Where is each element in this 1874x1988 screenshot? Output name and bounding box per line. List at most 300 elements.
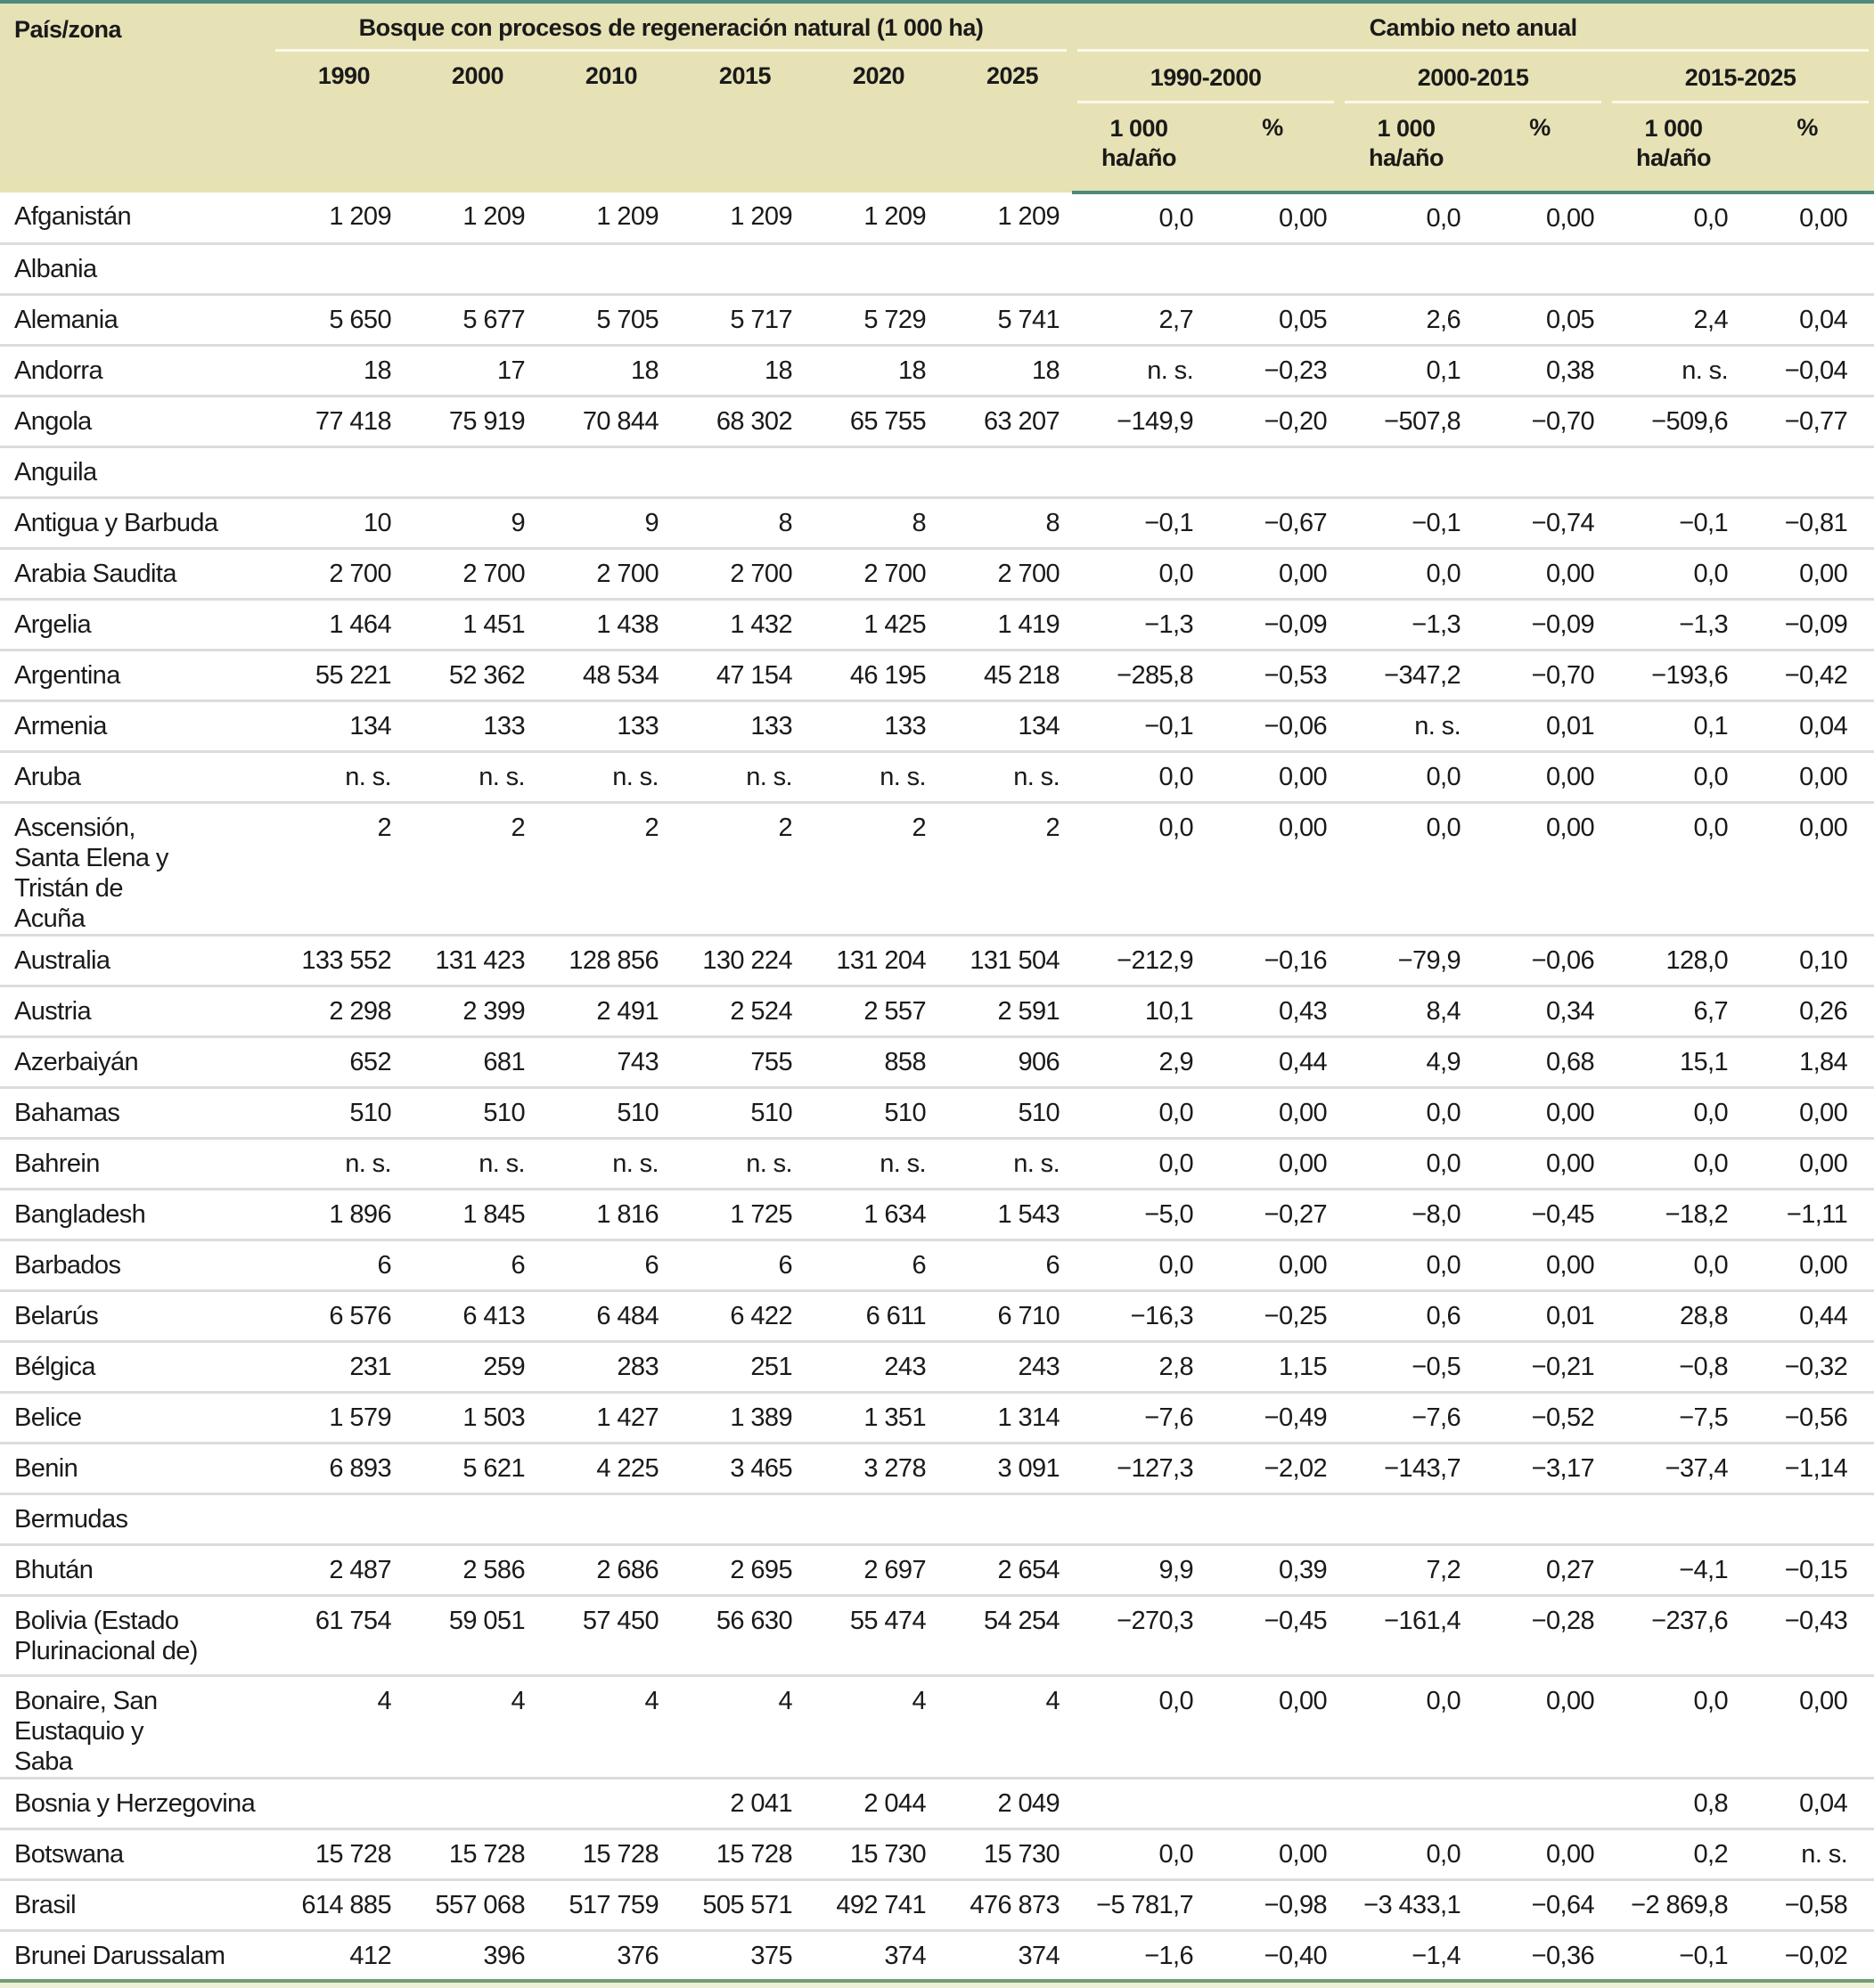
value-cell: −0,27 (1206, 1189, 1339, 1239)
value-cell: 55 221 (270, 650, 404, 700)
value-cell: 259 (404, 1341, 537, 1392)
value-cell: 5 717 (671, 294, 805, 345)
value-cell: 0,00 (1473, 1675, 1607, 1778)
value-cell: 652 (270, 1036, 404, 1087)
value-cell: 0,04 (1740, 294, 1874, 345)
value-cell: 6 (537, 1239, 671, 1290)
value-cell: −0,81 (1740, 497, 1874, 548)
table-row (0, 548, 1874, 599)
country-cell: Bahrein (0, 1138, 270, 1189)
value-cell: 6 422 (671, 1290, 805, 1341)
value-cell: 18 (671, 345, 805, 396)
value-cell (1339, 1778, 1473, 1828)
value-cell: n. s. (1072, 345, 1206, 396)
value-cell: 2 (404, 802, 537, 935)
value-cell: −0,70 (1473, 650, 1607, 700)
value-cell: 4 (938, 1675, 1072, 1778)
unit-abs-header (1072, 103, 1206, 192)
value-cell: 2 700 (938, 548, 1072, 599)
value-cell: −0,04 (1740, 345, 1874, 396)
value-cell: n. s. (537, 751, 671, 802)
value-cell: 0,05 (1473, 294, 1607, 345)
country-cell: Anguila (0, 446, 270, 497)
value-cell: 4,9 (1339, 1036, 1473, 1087)
value-cell: 0,0 (1072, 751, 1206, 802)
value-cell: 0,04 (1740, 700, 1874, 751)
value-cell: 2 654 (938, 1544, 1072, 1595)
value-cell: −0,45 (1473, 1189, 1607, 1239)
unit-abs-label: 1 000 ha/año (1369, 115, 1444, 171)
value-cell: 0,00 (1206, 192, 1339, 243)
value-cell: 412 (270, 1930, 404, 1981)
value-cell: n. s. (270, 1138, 404, 1189)
value-cell: 1 209 (938, 192, 1072, 243)
value-cell: −0,06 (1206, 700, 1339, 751)
value-cell: 0,00 (1740, 1138, 1874, 1189)
value-cell: 70 844 (537, 396, 671, 446)
value-cell: 2 700 (270, 548, 404, 599)
value-cell: 0,0 (1072, 802, 1206, 935)
value-cell: 476 873 (938, 1879, 1072, 1930)
value-cell: 7,2 (1339, 1544, 1473, 1595)
value-cell: 0,1 (1607, 700, 1740, 751)
value-cell: 0,0 (1339, 1239, 1473, 1290)
value-cell: 906 (938, 1036, 1072, 1087)
year-header: 2020 (805, 52, 938, 192)
value-cell: 1 438 (537, 599, 671, 650)
value-cell: 15,1 (1607, 1036, 1740, 1087)
value-cell: 1,15 (1206, 1341, 1339, 1392)
value-cell: 45 218 (938, 650, 1072, 700)
value-cell: 6 (938, 1239, 1072, 1290)
value-cell: 2 700 (805, 548, 938, 599)
value-cell: 1 427 (537, 1392, 671, 1443)
value-cell (1206, 446, 1339, 497)
table-row (0, 986, 1874, 1036)
value-cell: 10,1 (1072, 986, 1206, 1036)
value-cell: −0,58 (1740, 1879, 1874, 1930)
table-row (0, 1392, 1874, 1443)
value-cell: 134 (938, 700, 1072, 751)
value-cell: 510 (270, 1087, 404, 1138)
value-cell: 10 (270, 497, 404, 548)
value-cell: −0,21 (1473, 1341, 1607, 1392)
value-cell: 15 728 (671, 1828, 805, 1879)
country-cell: Belarús (0, 1290, 270, 1341)
value-cell: 0,0 (1607, 192, 1740, 243)
value-cell: 2,4 (1607, 294, 1740, 345)
value-cell: 492 741 (805, 1879, 938, 1930)
unit-pct-header: % (1473, 103, 1607, 192)
value-cell: 8 (805, 497, 938, 548)
value-cell: 0,0 (1607, 1087, 1740, 1138)
value-cell: −7,6 (1339, 1392, 1473, 1443)
table-row (0, 1493, 1874, 1544)
value-cell: 681 (404, 1036, 537, 1087)
value-cell: 0,01 (1473, 1290, 1607, 1341)
country-cell: Aruba (0, 751, 270, 802)
value-cell: −8,0 (1339, 1189, 1473, 1239)
table-row (0, 446, 1874, 497)
country-cell: Australia (0, 935, 270, 986)
country-cell: Ascensión, Santa Elena y Tristán de Acuña (0, 802, 270, 935)
header-rule (275, 49, 1067, 52)
value-cell: 6 710 (938, 1290, 1072, 1341)
value-cell: 6 (270, 1239, 404, 1290)
value-cell: −3 433,1 (1339, 1879, 1473, 1930)
year-header: 2010 (537, 52, 671, 192)
forest-group-header (270, 2, 1072, 52)
value-cell: 1 209 (270, 192, 404, 243)
value-cell: −0,1 (1339, 497, 1473, 548)
country-column-header: País/zona (0, 2, 270, 192)
value-cell: 128,0 (1607, 935, 1740, 986)
value-cell: n. s. (404, 1138, 537, 1189)
value-cell: 6 413 (404, 1290, 537, 1341)
value-cell: 46 195 (805, 650, 938, 700)
country-cell: Afganistán (0, 192, 270, 243)
value-cell: 18 (805, 345, 938, 396)
header-rule (1612, 101, 1869, 103)
country-cell: Antigua y Barbuda (0, 497, 270, 548)
table-row (0, 345, 1874, 396)
value-cell: 5 621 (404, 1443, 537, 1493)
value-cell: 15 728 (404, 1828, 537, 1879)
value-cell (1740, 1493, 1874, 1544)
value-cell (537, 1778, 671, 1828)
value-cell: 0,44 (1206, 1036, 1339, 1087)
value-cell: 2 700 (537, 548, 671, 599)
value-cell: 0,00 (1740, 1239, 1874, 1290)
value-cell: 133 (537, 700, 671, 751)
table-row (0, 1138, 1874, 1189)
value-cell: −0,25 (1206, 1290, 1339, 1341)
value-cell: 0,00 (1473, 192, 1607, 243)
value-cell: 0,00 (1740, 802, 1874, 935)
value-cell (1206, 1778, 1339, 1828)
country-cell: Bélgica (0, 1341, 270, 1392)
table-row (0, 1189, 1874, 1239)
value-cell: −0,67 (1206, 497, 1339, 548)
table-row (0, 1828, 1874, 1879)
value-cell: −0,42 (1740, 650, 1874, 700)
table-row (0, 1595, 1874, 1675)
country-cell: Bolivia (Estado Plurinacional de) (0, 1595, 270, 1675)
value-cell (270, 1778, 404, 1828)
value-cell: 0,00 (1473, 1828, 1607, 1879)
country-cell: Benin (0, 1443, 270, 1493)
value-cell: n. s. (1607, 345, 1740, 396)
value-cell: 1,84 (1740, 1036, 1874, 1087)
table-row (0, 192, 1874, 243)
value-cell: 28,8 (1607, 1290, 1740, 1341)
country-cell: Brasil (0, 1879, 270, 1930)
table-row (0, 497, 1874, 548)
value-cell: 0,0 (1607, 548, 1740, 599)
value-cell (270, 446, 404, 497)
value-cell: 75 919 (404, 396, 537, 446)
value-cell: 2 695 (671, 1544, 805, 1595)
value-cell: 1 896 (270, 1189, 404, 1239)
value-cell: 0,27 (1473, 1544, 1607, 1595)
value-cell (537, 1493, 671, 1544)
value-cell: 59 051 (404, 1595, 537, 1675)
country-cell: Argentina (0, 650, 270, 700)
value-cell: −1,14 (1740, 1443, 1874, 1493)
value-cell: 6 576 (270, 1290, 404, 1341)
value-cell: 0,0 (1607, 802, 1740, 935)
value-cell: 5 650 (270, 294, 404, 345)
value-cell: n. s. (938, 1138, 1072, 1189)
value-cell: 0,0 (1072, 1138, 1206, 1189)
value-cell: −0,09 (1206, 599, 1339, 650)
value-cell: 0,0 (1072, 548, 1206, 599)
year-header: 1990 (270, 52, 404, 192)
value-cell: −0,09 (1473, 599, 1607, 650)
value-cell (1072, 243, 1206, 294)
year-header: 2025 (938, 52, 1072, 192)
value-cell: 0,0 (1339, 192, 1473, 243)
unit-pct-header: % (1206, 103, 1339, 192)
value-cell: 1 209 (537, 192, 671, 243)
value-cell: −0,52 (1473, 1392, 1607, 1443)
value-cell: 0,0 (1607, 751, 1740, 802)
year-header: 2000 (404, 52, 537, 192)
country-cell: Andorra (0, 345, 270, 396)
table-row (0, 751, 1874, 802)
year-header: 2015 (671, 52, 805, 192)
value-cell: n. s. (537, 1138, 671, 1189)
value-cell: 0,04 (1740, 1778, 1874, 1828)
value-cell: −0,49 (1206, 1392, 1339, 1443)
value-cell: 0,6 (1339, 1290, 1473, 1341)
value-cell: 0,68 (1473, 1036, 1607, 1087)
value-cell: 6 611 (805, 1290, 938, 1341)
value-cell: −0,06 (1473, 935, 1607, 986)
value-cell: 15 730 (805, 1828, 938, 1879)
header-rule (1345, 101, 1601, 103)
value-cell (1473, 1493, 1607, 1544)
value-cell: 231 (270, 1341, 404, 1392)
value-cell: 133 (805, 700, 938, 751)
value-cell: 2 700 (671, 548, 805, 599)
table-header (0, 2, 1874, 192)
value-cell: 375 (671, 1930, 805, 1981)
value-cell: 130 224 (671, 935, 805, 986)
unit-abs-header (1607, 103, 1740, 192)
value-cell (1607, 1493, 1740, 1544)
value-cell: 0,00 (1473, 751, 1607, 802)
value-cell: 1 634 (805, 1189, 938, 1239)
value-cell: −0,1 (1072, 700, 1206, 751)
value-cell: −4,1 (1607, 1544, 1740, 1595)
value-cell: 8 (671, 497, 805, 548)
value-cell: 3 465 (671, 1443, 805, 1493)
value-cell: 2 (537, 802, 671, 935)
value-cell: 0,0 (1072, 1675, 1206, 1778)
value-cell: 0,05 (1206, 294, 1339, 345)
value-cell: 6 (404, 1239, 537, 1290)
value-cell: 2 298 (270, 986, 404, 1036)
value-cell: −5,0 (1072, 1189, 1206, 1239)
unit-abs-label: 1 000 ha/año (1636, 115, 1712, 171)
country-cell: Bonaire, San Eustaquio y Saba (0, 1675, 270, 1778)
value-cell: 1 725 (671, 1189, 805, 1239)
value-cell: 1 209 (805, 192, 938, 243)
value-cell: 1 209 (671, 192, 805, 243)
value-cell: 0,00 (1206, 1138, 1339, 1189)
value-cell: 374 (805, 1930, 938, 1981)
value-cell: 0,0 (1339, 802, 1473, 935)
value-cell (270, 1493, 404, 1544)
value-cell: 128 856 (537, 935, 671, 986)
value-cell: 0,0 (1072, 1239, 1206, 1290)
value-cell: 65 755 (805, 396, 938, 446)
value-cell: 1 209 (404, 192, 537, 243)
country-cell: Armenia (0, 700, 270, 751)
value-cell: 0,2 (1607, 1828, 1740, 1879)
value-cell: −79,9 (1339, 935, 1473, 986)
value-cell: 396 (404, 1930, 537, 1981)
value-cell: 0,0 (1072, 1828, 1206, 1879)
value-cell (1473, 1778, 1607, 1828)
value-cell: 2 399 (404, 986, 537, 1036)
value-cell (404, 1493, 537, 1544)
value-cell: 0,44 (1740, 1290, 1874, 1341)
value-cell (404, 446, 537, 497)
value-cell: 5 729 (805, 294, 938, 345)
table-row (0, 935, 1874, 986)
value-cell (805, 1493, 938, 1544)
value-cell: 5 677 (404, 294, 537, 345)
country-cell: Angola (0, 396, 270, 446)
table-row (0, 1778, 1874, 1828)
value-cell: 18 (938, 345, 1072, 396)
value-cell: −237,6 (1607, 1595, 1740, 1675)
value-cell: 2 049 (938, 1778, 1072, 1828)
period-label: 1990-2000 (1150, 63, 1262, 91)
value-cell: 6 (805, 1239, 938, 1290)
value-cell: 1 503 (404, 1392, 537, 1443)
value-cell: 56 630 (671, 1595, 805, 1675)
value-cell: −0,40 (1206, 1930, 1339, 1981)
value-cell: −0,1 (1072, 497, 1206, 548)
value-cell: 614 885 (270, 1879, 404, 1930)
country-cell: Barbados (0, 1239, 270, 1290)
value-cell: 0,1 (1339, 345, 1473, 396)
value-cell: 6 893 (270, 1443, 404, 1493)
value-cell (270, 243, 404, 294)
value-cell: −0,64 (1473, 1879, 1607, 1930)
value-cell: 858 (805, 1036, 938, 1087)
value-cell: 251 (671, 1341, 805, 1392)
value-cell: 243 (805, 1341, 938, 1392)
value-cell: 0,00 (1473, 1138, 1607, 1189)
value-cell: −0,74 (1473, 497, 1607, 548)
value-cell: 510 (938, 1087, 1072, 1138)
country-cell: Bangladesh (0, 1189, 270, 1239)
value-cell: −1,3 (1339, 599, 1473, 650)
value-cell: 57 450 (537, 1595, 671, 1675)
value-cell: −2,02 (1206, 1443, 1339, 1493)
value-cell: n. s. (805, 751, 938, 802)
country-cell: Arabia Saudita (0, 548, 270, 599)
value-cell (938, 243, 1072, 294)
value-cell: 4 (671, 1675, 805, 1778)
period-header (1339, 52, 1607, 103)
value-cell: −1,3 (1607, 599, 1740, 650)
value-cell: 4 (404, 1675, 537, 1778)
value-cell: 6 (671, 1239, 805, 1290)
country-cell: Azerbaiyán (0, 1036, 270, 1087)
unit-pct-header: % (1740, 103, 1874, 192)
value-cell: 0,00 (1206, 802, 1339, 935)
value-cell: 2,9 (1072, 1036, 1206, 1087)
value-cell: 4 (537, 1675, 671, 1778)
value-cell: 0,00 (1473, 1239, 1607, 1290)
country-cell: Bahamas (0, 1087, 270, 1138)
value-cell: 755 (671, 1036, 805, 1087)
value-cell: 5 741 (938, 294, 1072, 345)
value-cell: 0,0 (1339, 751, 1473, 802)
table-row (0, 1879, 1874, 1930)
value-cell: −1,11 (1740, 1189, 1874, 1239)
value-cell: 510 (671, 1087, 805, 1138)
value-cell: −0,20 (1206, 396, 1339, 446)
value-cell: −507,8 (1339, 396, 1473, 446)
value-cell: 3 091 (938, 1443, 1072, 1493)
value-cell: 2 041 (671, 1778, 805, 1828)
value-cell: 1 579 (270, 1392, 404, 1443)
value-cell: 0,0 (1607, 1239, 1740, 1290)
value-cell (1072, 1493, 1206, 1544)
value-cell: −3,17 (1473, 1443, 1607, 1493)
value-cell: 0,0 (1339, 1138, 1473, 1189)
value-cell: 0,00 (1206, 548, 1339, 599)
value-cell: n. s. (1339, 700, 1473, 751)
value-cell: −0,15 (1740, 1544, 1874, 1595)
value-cell: −37,4 (1607, 1443, 1740, 1493)
value-cell: 1 314 (938, 1392, 1072, 1443)
value-cell: −193,6 (1607, 650, 1740, 700)
value-cell (1607, 446, 1740, 497)
value-cell: n. s. (671, 1138, 805, 1189)
value-cell: 9,9 (1072, 1544, 1206, 1595)
value-cell: 5 705 (537, 294, 671, 345)
value-cell (1740, 446, 1874, 497)
value-cell: 0,0 (1339, 1675, 1473, 1778)
value-cell: −0,98 (1206, 1879, 1339, 1930)
value-cell: 6,7 (1607, 986, 1740, 1036)
value-cell (1473, 446, 1607, 497)
value-cell: 510 (537, 1087, 671, 1138)
value-cell (1206, 1493, 1339, 1544)
value-cell (1473, 243, 1607, 294)
value-cell: 0,39 (1206, 1544, 1339, 1595)
table-row (0, 1930, 1874, 1981)
value-cell (671, 243, 805, 294)
value-cell: 1 351 (805, 1392, 938, 1443)
table-row (0, 1341, 1874, 1392)
value-cell: 4 225 (537, 1443, 671, 1493)
value-cell: 15 728 (537, 1828, 671, 1879)
country-cell: Bhután (0, 1544, 270, 1595)
country-cell: Bermudas (0, 1493, 270, 1544)
table-row (0, 1443, 1874, 1493)
value-cell: −0,36 (1473, 1930, 1607, 1981)
forest-group-label: Bosque con procesos de regeneración natural (1 000 ha) (358, 13, 984, 41)
value-cell: 6 484 (537, 1290, 671, 1341)
